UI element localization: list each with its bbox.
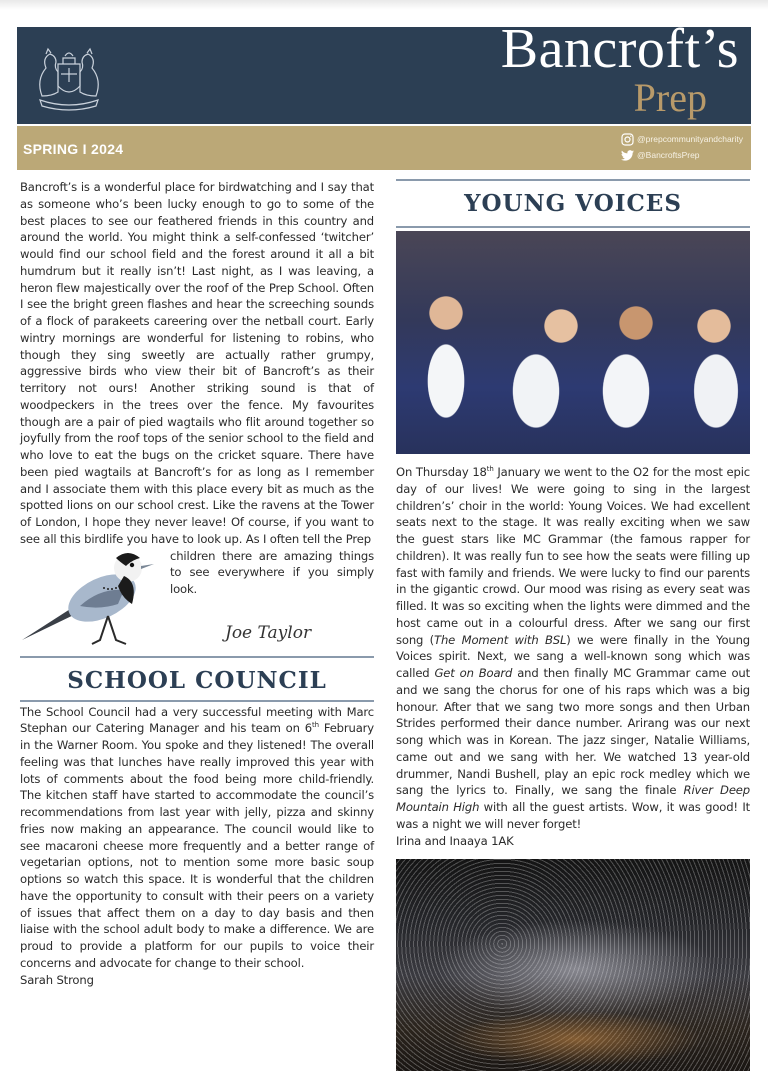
song-title: Get on Board — [434, 666, 513, 680]
social-links — [621, 131, 743, 163]
school-council-text: The School Council had a very successful meeting with Marc Stephan our Catering Manager and his team on 6 — [20, 704, 374, 736]
section-divider — [20, 700, 374, 702]
ordinal-suffix: th — [311, 721, 319, 730]
young-voices-photo-arena — [396, 859, 750, 1071]
young-voices-photo-girls — [396, 231, 750, 454]
author-signature: Joe Taylor — [225, 622, 312, 643]
song-title: The Moment with BSL — [434, 632, 567, 647]
school-council-paragraph — [20, 704, 374, 989]
young-voices-heading: YOUNG VOICES — [464, 190, 682, 217]
issue-season: SPRING I 2024 — [23, 141, 124, 157]
masthead-banner — [17, 18, 751, 124]
yv-text: with all the guest artists. Wow, it was good! It was a night we will never forget! — [396, 800, 750, 831]
twitter-icon — [621, 150, 634, 161]
yv-text: and then finally MC Grammar came out and we sang the chorus for one of his raps which was a big honour. After that we sang two more songs and then Urban Strides performed their dance number. Arirang was our next song which was in Korean. The jazz singer, Natalie Williams, came out and we sang with her. We watched 13 year-old drummer, Nandi Bushell, play an epic rock medley which we sang the lyrics to. Finally, we sang the finale — [396, 666, 750, 798]
school-crest-icon — [30, 34, 108, 112]
twitter-handle: @BancroftsPrep — [637, 150, 700, 160]
yv-text: ) we were finally in the Young Voices spirit. Next, we sang a well-known song which was called — [396, 632, 750, 680]
yv-text: January we went to the O2 for the most epic day of our lives! We were going to sing in the largest children’s’ choir in the world: Young Voices. We had excellent seats next to the stage. It was really exciting when we saw the guest stars like MC Grammar (the famous rapper for children). It was really fun to see how the seats were filling up fast with family and friends. We were lucky to find our parents in the gigantic crowd. Our mood was rising as every seat was filled. It was so exciting when the lights were dimmed and the host came out in a colourful dress. After we sang our first song ( — [396, 465, 750, 647]
birdwatching-article — [20, 179, 374, 988]
school-council-author: Sarah Strong — [20, 972, 94, 987]
instagram-icon — [621, 133, 634, 146]
section-divider — [396, 179, 750, 181]
social-link-twitter[interactable] — [621, 147, 743, 163]
page-top-edge — [0, 0, 768, 10]
issue-info-bar — [17, 126, 751, 170]
newsletter-subtitle: Prep — [633, 75, 707, 120]
young-voices-article — [396, 179, 750, 1071]
section-divider — [396, 226, 750, 228]
yv-text: On Thursday 18 — [396, 465, 487, 479]
masthead — [17, 18, 751, 183]
song-title: River Deep Mountain High — [396, 783, 750, 814]
pied-wagtail-illustration-icon — [20, 548, 170, 658]
social-link-instagram[interactable] — [621, 131, 743, 147]
instagram-handle: @prepcommunityandcharity — [637, 134, 743, 144]
photo-caption — [396, 453, 397, 454]
bird-illustration-block — [20, 548, 374, 648]
birdwatching-paragraph: Bancroft’s is a wonderful place for birdwatching and I say that as someone who’s been lucky enough to go to some of the best places to see our feathered friends in this country and around the world. You might think a self-confessed ‘twitcher’ would find our school field and the forest around it all a bit humdrum but it really isn’t! Last night, as I was leaving, a heron flew majestically over the roof of the Prep School. Often I see the bright green flashes and hear the screeching sounds of a flock of parakeets careering over the netball court. Early wintry mornings are wonderful for listening to robins, who though they sing sweetly are actually rather grumpy, aggressive birds who view their bit of Bancroft’s as their territory not ours! Another striking sound is that of woodpeckers in the trees over the fence. My favourites though are a pair of pied wagtails who flit around together so joyfully from the roof tops of the senior school to the field and who love to eat the bugs on the cricket square. There have been pied wagtails at Bancroft’s for as long as I remember and I associate them with this place every bit as much as the spotted lions on our school crest. Like the ravens at the Tower of London, I hope they never leave! Of course, if you want to see all this birdlife you have to look up. As I often tell the Prep — [20, 180, 374, 546]
school-council-text-cont: February in the Warner Room. You spoke and they listened! The overall feeling was that lunches have really improved this year with lots of comments about the food being more child-friendly. The kitchen staff have started to accommodate the council’s recommendations from last year with jelly, pizza and skinny fries now making an appearance. The council would like to see macaroni cheese more frequently and a better range of vegetarian options, not to mention some more basic soup options so watch this space. It is wonderful that the children have the opportunity to consult with their peers on a variety of issues that affect them on a day to day basis and then liaise with the school adult body to make a difference. We are proud to provide a platform for our pupils to voice their concerns and advocate for change to their school. — [20, 721, 374, 970]
photo-caption — [396, 1070, 397, 1071]
newsletter-title: Bancroft’s — [500, 18, 739, 80]
young-voices-author: Irina and Inaaya 1AK — [396, 833, 514, 848]
ordinal-suffix: th — [486, 465, 494, 473]
school-council-heading: SCHOOL COUNCIL — [67, 666, 327, 694]
young-voices-paragraph — [396, 464, 750, 849]
birdwatching-paragraph-end: children there are amazing things to see everywhere if you simply look. — [170, 548, 374, 596]
